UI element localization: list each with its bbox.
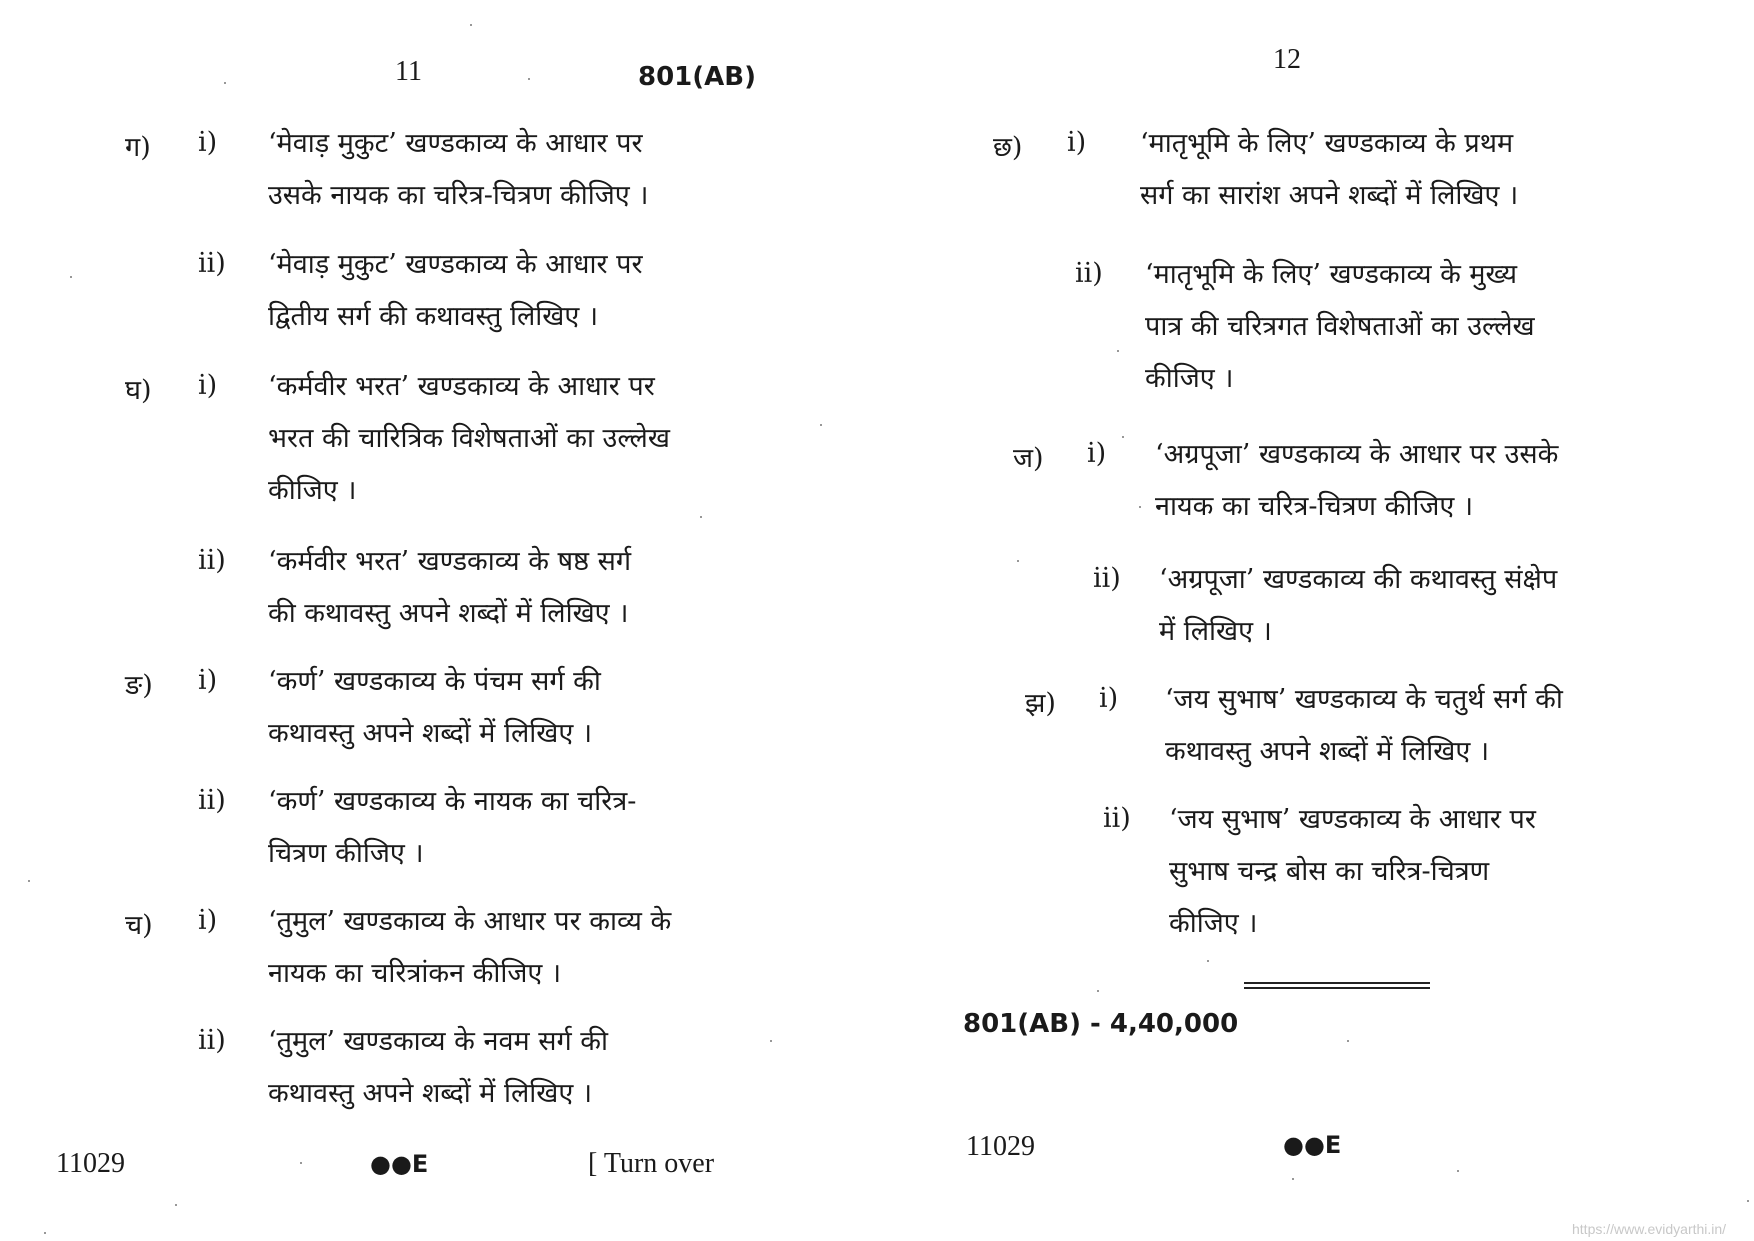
part-number: ii) [1093, 563, 1121, 594]
paper-code: 801(AB) [638, 62, 756, 92]
part-number: i) [1067, 127, 1087, 158]
question-text: ‘कर्ण’ खण्डकाव्य के पंचम सर्ग की कथावस्तु अपने शब्दों में लिखिए । [268, 666, 601, 749]
print-total: 801(AB) - 4,40,000 [963, 1009, 1239, 1039]
page-12 [877, 0, 1754, 1241]
question-text: ‘तुमुल’ खण्डकाव्य के नवम सर्ग की कथावस्तु अपने शब्दों में लिखिए । [268, 1026, 608, 1109]
part-number: i) [198, 665, 218, 696]
question-text: ‘अग्रपूजा’ खण्डकाव्य की कथावस्तु संक्षेप में लिखिए । [1159, 564, 1558, 647]
question-text: ‘मातृभूमि के लिए’ खण्डकाव्य के प्रथम सर्ग का सारांश अपने शब्दों में लिखिए । [1140, 128, 1519, 211]
part-number: ii) [1103, 803, 1131, 834]
footer-code: 11029 [56, 1148, 125, 1179]
question-text: ‘अग्रपूजा’ खण्डकाव्य के आधार पर उसके नायक का चरित्र-चित्रण कीजिए । [1155, 439, 1559, 522]
part-number: ii) [198, 1025, 226, 1056]
part-number: i) [198, 905, 218, 936]
question-text: ‘जय सुभाष’ खण्डकाव्य के आधार पर सुभाष चन्द्र बोस का चरित्र-चित्रण कीजिए । [1169, 804, 1536, 939]
question-text: ‘कर्मवीर भरत’ खण्डकाव्य के षष्ठ सर्ग की कथावस्तु अपने शब्दों में लिखिए । [268, 546, 632, 629]
turn-over: [ Turn over [588, 1148, 715, 1179]
question-text: ‘मातृभूमि के लिए’ खण्डकाव्य के मुख्य पात्र की चरित्रगत विशेषताओं का उल्लेख कीजिए । [1145, 259, 1535, 394]
page-number: 11 [395, 56, 422, 87]
footer-code: 11029 [966, 1131, 1035, 1162]
question-text: ‘तुमुल’ खण्डकाव्य के आधार पर काव्य के नायक का चरित्रांकन कीजिए । [268, 906, 672, 989]
part-number: ii) [1075, 258, 1103, 289]
question-text: ‘जय सुभाष’ खण्डकाव्य के चतुर्थ सर्ग की कथावस्तु अपने शब्दों में लिखिए । [1165, 684, 1563, 767]
question-label: घ) [125, 375, 152, 406]
footer-mark: ●●E [1283, 1131, 1342, 1159]
footer-mark: ●●E [370, 1150, 429, 1178]
question-label: ङ) [125, 670, 153, 701]
question-text: ‘कर्मवीर भरत’ खण्डकाव्य के आधार पर भरत की चारित्रिक विशेषताओं का उल्लेख कीजिए । [268, 371, 670, 506]
question-text: ‘कर्ण’ खण्डकाव्य के नायक का चरित्र- चित्रण कीजिए । [268, 786, 637, 869]
part-number: ii) [198, 545, 226, 576]
question-label: च) [125, 910, 153, 941]
part-number: ii) [198, 785, 226, 816]
question-label: ग) [125, 132, 151, 163]
closing-double-rule [1244, 982, 1430, 989]
part-number: i) [198, 127, 218, 158]
part-number: i) [1099, 683, 1119, 714]
question-text: ‘मेवाड़ मुकुट’ खण्डकाव्य के आधार पर उसके नायक का चरित्र-चित्रण कीजिए । [268, 128, 649, 211]
watermark-url: https://www.evidyarthi.in/ [1572, 1221, 1727, 1237]
part-number: i) [198, 370, 218, 401]
question-label: झ) [1025, 688, 1056, 719]
question-text: ‘मेवाड़ मुकुट’ खण्डकाव्य के आधार पर द्वितीय सर्ग की कथावस्तु लिखिए । [268, 249, 643, 332]
page-number: 12 [1273, 44, 1301, 75]
question-label: छ) [993, 132, 1023, 163]
part-number: i) [1087, 438, 1107, 469]
question-label: ज) [1013, 443, 1044, 474]
part-number: ii) [198, 248, 226, 279]
